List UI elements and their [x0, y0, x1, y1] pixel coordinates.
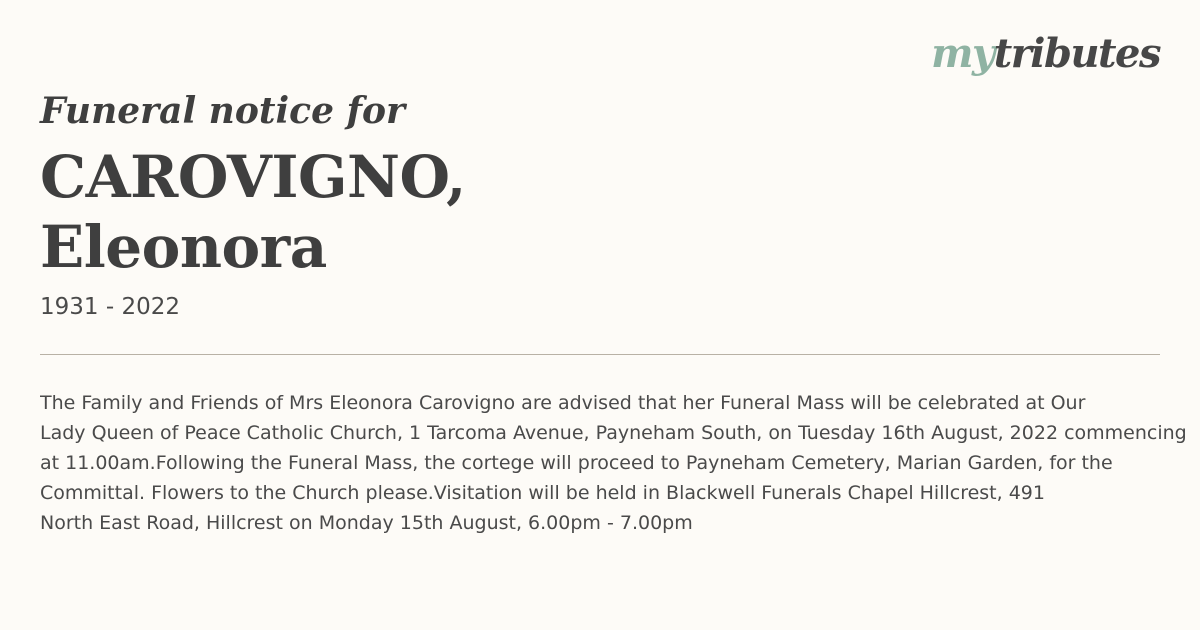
notice-body-line: Committal. Flowers to the Church please.Visitation will be held in Blackwell Funerals Chapel Hillcrest, 491 — [40, 482, 1045, 504]
section-divider — [40, 354, 1160, 355]
notice-body-line: North East Road, Hillcrest on Monday 15th August, 6.00pm - 7.00pm — [40, 512, 693, 534]
life-years: 1931 - 2022 — [40, 294, 180, 320]
logo-tributes-text: tributes — [993, 30, 1160, 77]
notice-body — [40, 388, 1200, 538]
notice-kicker: Funeral notice for — [40, 90, 405, 132]
notice-body-line: Lady Queen of Peace Catholic Church, 1 Tarcoma Avenue, Payneham South, on Tuesday 16th August, 2022 commencing — [40, 422, 1187, 444]
logo-my-text: my — [931, 30, 994, 77]
deceased-surname: CAROVIGNO, — [40, 143, 466, 211]
mytributes-logo[interactable] — [931, 30, 1160, 77]
notice-body-line: at 11.00am.Following the Funeral Mass, the cortege will proceed to Payneham Cemetery, Marian Garden, for the — [40, 452, 1113, 474]
deceased-name — [40, 142, 466, 282]
deceased-given-name: Eleonora — [40, 213, 327, 281]
notice-body-line: The Family and Friends of Mrs Eleonora Carovigno are advised that her Funeral Mass will be celebrated at Our — [40, 392, 1086, 414]
